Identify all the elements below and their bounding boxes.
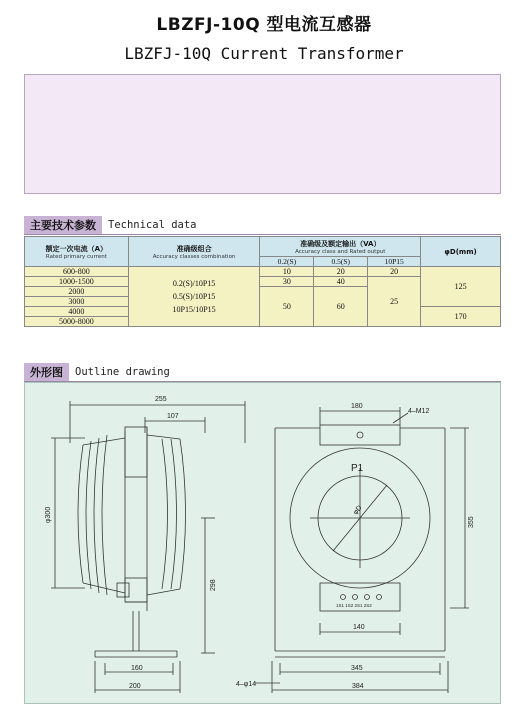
outline-section-header [24,363,170,381]
technical-label: Technical data [108,219,197,231]
current-cell: 3000 [25,297,129,307]
dim-298: 298 [210,579,217,591]
terminal-labels: 1S1 1S2 2S1 2S2 [336,603,372,608]
combo-line: 0.5(S)/10P15 [172,292,216,301]
title-en: LBZFJ-10Q Current Transformer [124,44,404,63]
technical-rule [24,234,501,235]
header-current: 额定一次电流（A） Rated primary current [25,237,129,267]
header-combo: 准确级组合 Accuracy classes combination [128,237,260,267]
current-cell: 600-800 [25,267,129,277]
current-cell: 4000 [25,307,129,317]
header-sub-10p15: 10P15 [368,257,421,267]
diameter-cell: 170 [421,307,501,327]
dim-345: 345 [351,665,363,672]
technical-table [24,236,501,327]
header-output: 准确级及额定输出（VA） Accuracy class and Rated output [260,237,421,257]
combo-cell [128,267,260,327]
diameter-cell: 125 [421,267,501,307]
current-cell: 5000-8000 [25,317,129,327]
dim-4-phi14: 4–φ14 [236,681,257,688]
dim-4-m12: 4–M12 [408,408,430,415]
title-cn: LBZFJ-10Q 型电流互感器 [156,15,372,35]
dim-200: 200 [129,683,141,690]
product-photo-area [24,74,501,194]
output-cell: 20 [368,267,421,277]
output-cell: 30 [260,277,314,287]
combo-line: 10P15/10P15 [172,305,216,314]
dim-160: 160 [131,665,143,672]
outline-svg [25,383,502,705]
dim-140: 140 [353,624,365,631]
outline-label: Outline drawing [75,366,170,378]
technical-section-header [24,216,197,234]
output-cell: 10 [260,267,314,277]
header-sub-02s: 0.2(S) [260,257,314,267]
dim-107: 107 [167,413,179,420]
dim-255: 255 [155,396,167,403]
output-cell: 50 [260,287,314,327]
header-sub-05s: 0.5(S) [314,257,368,267]
dim-355: 355 [468,516,475,528]
header-diameter: φD(mm) [421,237,501,267]
dim-phi-d: φD [352,504,364,517]
label-p1: P1 [351,463,364,474]
outline-tag: 外形图 [24,363,69,381]
current-cell: 2000 [25,287,129,297]
combo-line: 0.2(S)/10P15 [172,279,216,288]
dim-phi300: φ300 [45,506,52,523]
output-cell: 25 [368,277,421,327]
outline-drawing [24,382,501,704]
current-cell: 1000-1500 [25,277,129,287]
output-cell: 40 [314,277,368,287]
dim-384: 384 [352,683,364,690]
output-cell: 20 [314,267,368,277]
dim-180: 180 [351,403,363,410]
output-cell: 60 [314,287,368,327]
technical-tag: 主要技术参数 [24,216,102,234]
